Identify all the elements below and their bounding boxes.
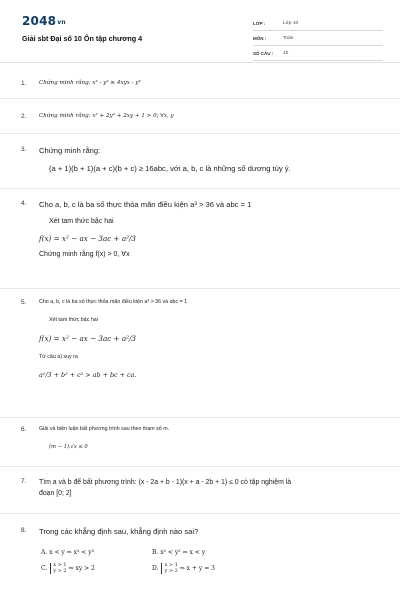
option-result: ⇒ x + y = 3 (179, 565, 215, 572)
question-formula: (m − 1).√x ≤ 0 (49, 444, 88, 451)
header-divider (0, 62, 400, 63)
question-divider (0, 133, 400, 134)
system-top: x > 1 (164, 562, 178, 568)
logo-suffix: vn (57, 19, 66, 26)
question-number: 8. (21, 527, 27, 534)
question-number: 5. (21, 299, 27, 306)
question-divider (0, 188, 400, 189)
question-number: 7. (21, 478, 27, 485)
system-bottom: y > 2 (53, 567, 67, 574)
question-text: Trong các khẳng định sau, khẳng định nào sai? (39, 527, 199, 536)
question-divider (0, 466, 400, 467)
option-d[interactable] (152, 563, 215, 574)
option-label: D. (152, 565, 159, 572)
meta-row-grade (253, 16, 383, 31)
question-text-2: đoạn [0; 2] (39, 490, 72, 498)
question-divider (0, 288, 400, 289)
question-text: Chứng minh rằng: x² - y² ≥ 4xyx - y² (39, 80, 141, 86)
question-divider (0, 513, 400, 514)
question-number: 2. (21, 113, 27, 120)
site-logo[interactable] (22, 14, 66, 28)
system-bottom: y > 2 (164, 567, 178, 574)
question-text: Giải và biện luận bất phương trình sau theo tham số m. (39, 426, 170, 432)
question-number: 3. (21, 146, 27, 153)
question-number: 4. (21, 200, 27, 207)
meta-key: LỚP : (253, 20, 266, 26)
question-lead: Chứng minh rằng: (39, 146, 101, 155)
system-top: x > 1 (53, 562, 67, 568)
question-divider (0, 417, 400, 418)
page-title: Giải sbt Đại số 10 Ôn tập chương 4 (22, 34, 143, 43)
option-label: C. (41, 565, 48, 572)
logo-text: 2048 (22, 14, 57, 28)
meta-value: 10 (283, 50, 289, 56)
question-number: 6. (21, 426, 27, 433)
meta-value: Toán (283, 35, 294, 41)
question-sub: Xét tam thức bậc hai (49, 218, 114, 226)
question-lead: Cho a, b, c là ba số thực thỏa mãn điều kiện a³ > 36 và abc = 1 (39, 299, 188, 305)
question-sub: Xét tam thức bậc hai (49, 317, 98, 324)
question-tail: Chứng minh rằng f(x) > 0, ∀x (39, 251, 130, 259)
meta-value: Lớp 10 (283, 20, 299, 26)
option-b[interactable]: B. x² < y² ⇔ x < y (152, 549, 206, 556)
option-result: ⇒ xy > 2 (68, 565, 95, 572)
question-formula: f(x) = x² − ax − 3ac + a²/3 (39, 233, 137, 243)
meta-row-subject (253, 31, 383, 46)
meta-key: SỐ CÂU : (253, 50, 274, 56)
question-lead: Cho a, b, c là ba số thực thỏa mãn điều kiện a³ > 36 và abc = 1 (39, 200, 252, 209)
page-header (0, 0, 400, 62)
question-text: Tìm a và b để bất phương trình: (x - 2a + b - 1)(x + a - 2b + 1) ≤ 0 có tập nghiệm là (39, 479, 292, 486)
system-brace (161, 563, 177, 574)
option-c[interactable] (41, 563, 95, 574)
meta-key: MÔN : (253, 35, 267, 41)
system-brace (50, 563, 66, 574)
question-formula: f(x) = x² − ax − 3ac + a²/3 (39, 334, 137, 344)
question-tail: Từ câu a) suy ra (39, 354, 78, 360)
meta-table (253, 16, 383, 61)
option-a[interactable]: A. x < y ⇔ x³ < y³ (41, 549, 95, 556)
question-text: Chứng minh rằng: x² + 2y² + 2xy + 1 > 0; ∀x, y (39, 113, 174, 119)
question-divider (0, 98, 400, 99)
question-text: (a + 1)(b + 1)(a + c)(b + c) ≥ 16abc, với a, b, c là những số dương tùy ý. (49, 164, 291, 174)
question-formula-2: a²/3 + b² + c² > ab + bc + ca. (39, 371, 137, 380)
meta-row-count (253, 46, 383, 61)
question-number: 1. (21, 80, 27, 87)
